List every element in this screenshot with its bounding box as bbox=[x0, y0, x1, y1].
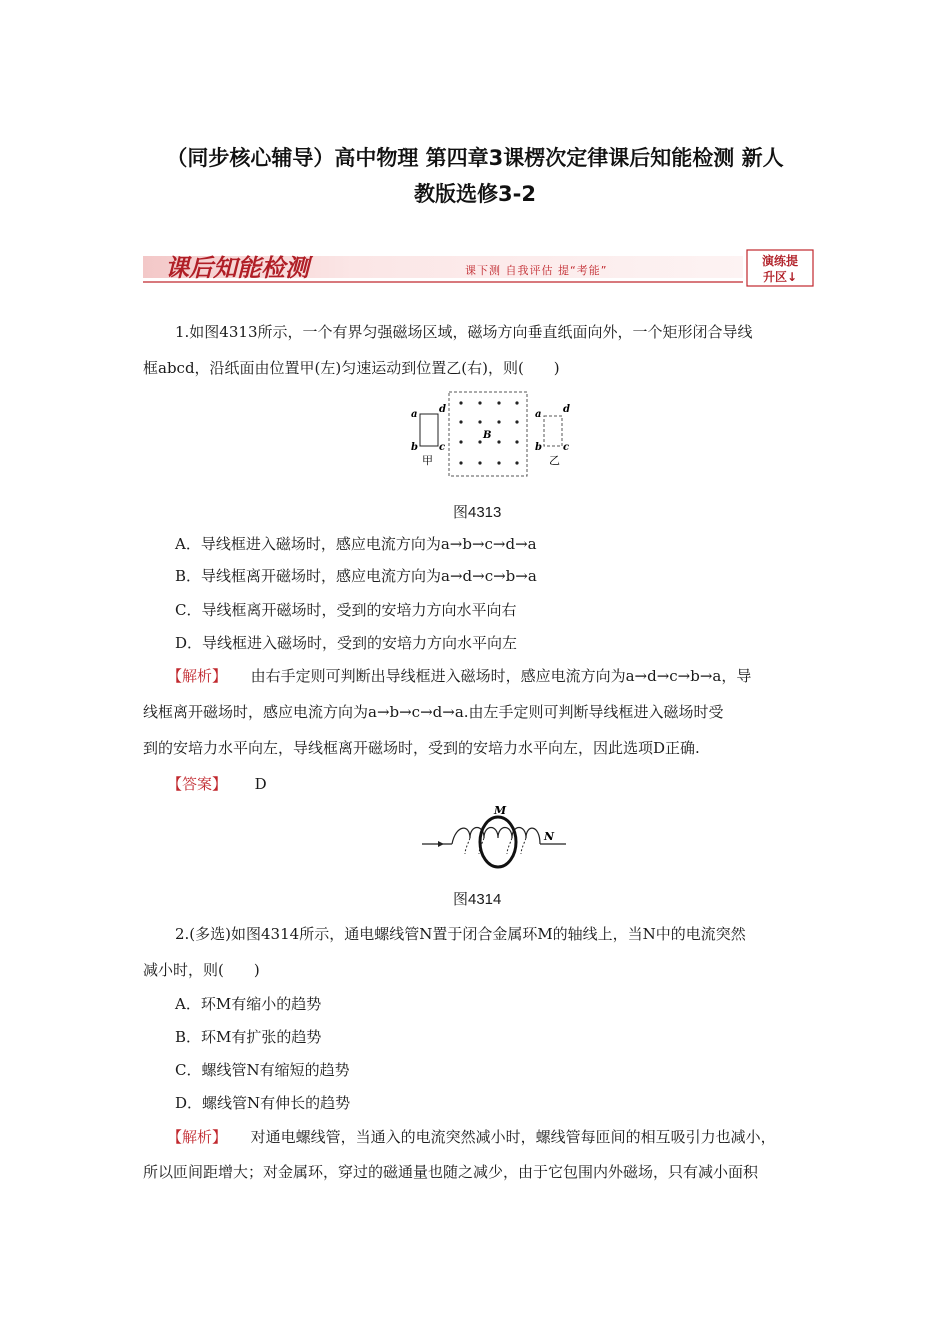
page-title bbox=[120, 140, 830, 212]
fig1-label-c-left: c bbox=[439, 442, 446, 453]
banner-main-text: 课后知能检测 bbox=[165, 254, 309, 282]
figure-4314-caption: 图4314 bbox=[453, 891, 502, 908]
q1-option-a: A．导线框进入磁场时，感应电流方向为a→b→c→d→a bbox=[175, 535, 537, 553]
fig1-label-d-right: d bbox=[563, 404, 570, 415]
q1-option-c: C．导线框离开磁场时，受到的安培力方向水平向右 bbox=[175, 601, 517, 619]
q1-analysis-text-1: 由右手定则可判断出导线框进入磁场时，感应电流方向为a→d→c→b→a，导 bbox=[250, 667, 752, 685]
fig1-label-yi: 乙 bbox=[549, 454, 560, 467]
figure-4314 bbox=[420, 802, 570, 872]
q1-option-d: D．导线框进入磁场时，受到的安培力方向水平向左 bbox=[175, 634, 518, 652]
fig1-label-jia: 甲 bbox=[422, 454, 433, 467]
q1-analysis-line-1 bbox=[167, 666, 751, 686]
fig1-label-a-right: a bbox=[535, 409, 542, 420]
q2-option-d: D．螺线管N有伸长的趋势 bbox=[175, 1094, 351, 1112]
q2-option-b: B．环M有扩张的趋势 bbox=[175, 1028, 322, 1046]
q1-stem-line-2: 框abcd，沿纸面由位置甲(左)匀速运动到位置乙(右)，则( ) bbox=[143, 359, 560, 377]
q2-option-a: A．环M有缩小的趋势 bbox=[175, 995, 322, 1013]
figure-4313-caption: 图4313 bbox=[453, 504, 502, 521]
q2-option-c: C．螺线管N有缩短的趋势 bbox=[175, 1061, 350, 1079]
q2-analysis-line-1 bbox=[167, 1127, 776, 1147]
q1-analysis-line-2: 线框离开磁场时，感应电流方向为a→b→c→d→a.由左手定则可判断导线框进入磁场时受 bbox=[143, 703, 724, 721]
section-banner bbox=[143, 248, 815, 288]
q1-option-b: B．导线框离开磁场时，感应电流方向为a→d→c→b→a bbox=[175, 567, 537, 585]
q1-stem-line-1: 1.如图4313所示，一个有界匀强磁场区域，磁场方向垂直纸面向外，一个矩形闭合导线 bbox=[175, 323, 753, 341]
q1-answer-tag: 【答案】 bbox=[167, 775, 228, 793]
title-line-1: （同步核心辅导）高中物理 第四章3课楞次定律课后知能检测 新人 bbox=[166, 146, 784, 170]
fig1-label-b-left: b bbox=[411, 442, 418, 453]
q1-answer-line bbox=[167, 774, 267, 794]
banner-badge-line1: 演练提 bbox=[761, 254, 799, 268]
figure-4313 bbox=[405, 388, 575, 480]
fig1-label-B: B bbox=[483, 430, 492, 441]
q1-analysis-line-3: 到的安培力水平向左，导线框离开磁场时，受到的安培力水平向左，因此选项D正确. bbox=[143, 739, 700, 757]
banner-sub-text: 课下测 自我评估 提“考能” bbox=[465, 264, 608, 277]
fig1-label-b-right: b bbox=[535, 442, 542, 453]
fig2-label-M: M bbox=[494, 804, 507, 817]
q1-analysis-tag: 【解析】 bbox=[167, 667, 228, 685]
q2-analysis-tag: 【解析】 bbox=[167, 1128, 228, 1146]
banner-badge-line2: 升区↓ bbox=[762, 270, 798, 284]
q2-analysis-text-1: 对通电螺线管，当通入的电流突然减小时，螺线管每匝间的相互吸引力也减小， bbox=[250, 1128, 776, 1146]
title-line-2: 教版选修3-2 bbox=[414, 182, 536, 206]
q2-analysis-line-2: 所以匝间距增大；对金属环，穿过的磁通量也随之减少，由于它包围内外磁场，只有减小面积 bbox=[143, 1163, 759, 1181]
fig2-label-N: N bbox=[544, 830, 555, 843]
fig1-label-a-left: a bbox=[411, 409, 418, 420]
fig1-label-d-left: d bbox=[439, 404, 446, 415]
q2-stem-line-1: 2.(多选)如图4314所示，通电螺线管N置于闭合金属环M的轴线上，当N中的电流突然 bbox=[175, 925, 746, 943]
fig1-label-c-right: c bbox=[563, 442, 570, 453]
q2-stem-line-2: 减小时，则( ) bbox=[143, 961, 260, 979]
q1-answer-value: D bbox=[254, 775, 267, 793]
